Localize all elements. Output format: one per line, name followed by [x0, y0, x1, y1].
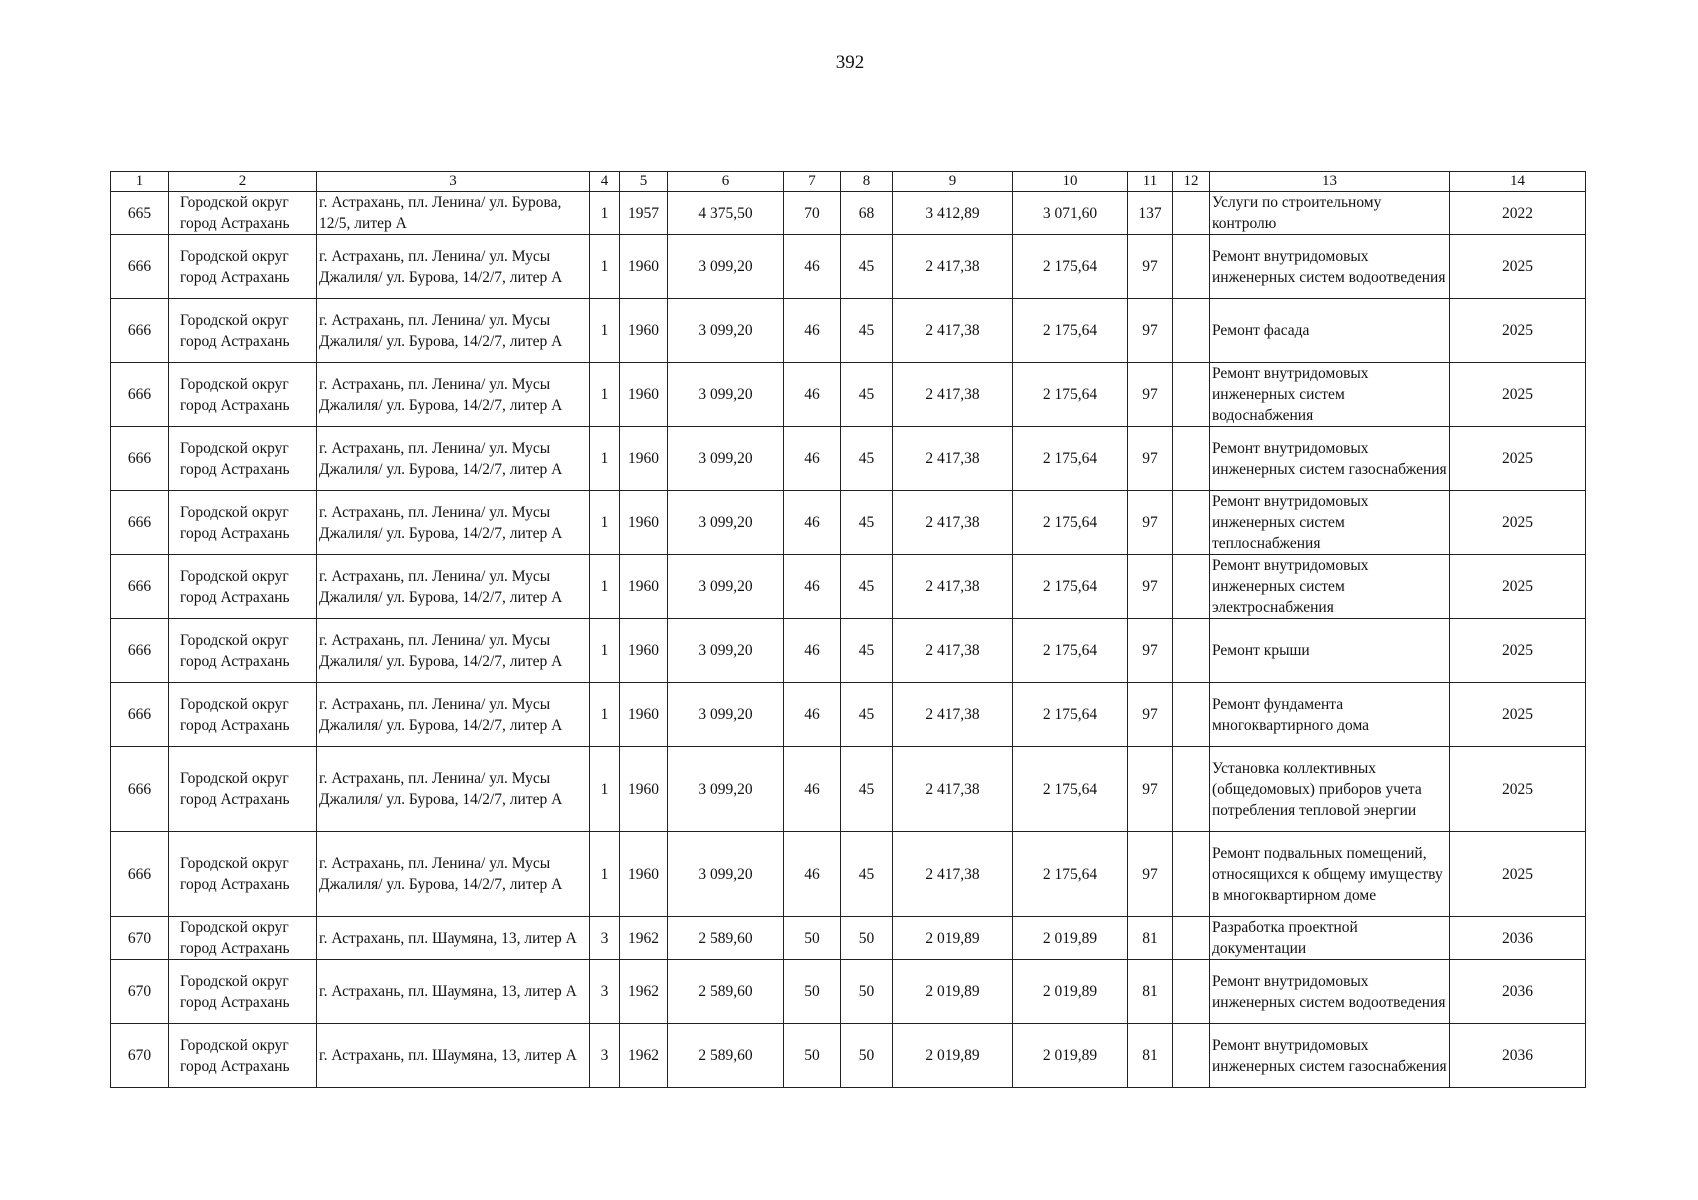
cell-col12 [1173, 832, 1210, 917]
cell-area: 3 099,20 [668, 363, 784, 427]
cell-municipality: Городской округ город Астрахань [169, 363, 317, 427]
cell-col8: 45 [841, 683, 893, 747]
cell-plan-year: 2025 [1450, 299, 1586, 363]
cell-col4: 3 [590, 960, 620, 1024]
cell-col9: 2 019,89 [893, 917, 1013, 960]
cell-col10: 2 175,64 [1013, 555, 1128, 619]
cell-col12 [1173, 619, 1210, 683]
cell-municipality: Городской округ город Астрахань [169, 1024, 317, 1088]
cell-col7: 46 [784, 832, 841, 917]
cell-address: г. Астрахань, пл. Ленина/ ул. Мусы Джалиля/ ул. Бурова, 14/2/7, литер А [317, 235, 590, 299]
cell-address: г. Астрахань, пл. Ленина/ ул. Мусы Джалиля/ ул. Бурова, 14/2/7, литер А [317, 555, 590, 619]
cell-col11: 137 [1128, 192, 1173, 235]
cell-number: 666 [111, 747, 169, 832]
cell-col7: 46 [784, 363, 841, 427]
cell-work-type: Ремонт внутридомовых инженерных систем газоснабжения [1210, 427, 1450, 491]
cell-plan-year: 2025 [1450, 491, 1586, 555]
cell-col12 [1173, 555, 1210, 619]
cell-col8: 68 [841, 192, 893, 235]
cell-col9: 2 417,38 [893, 832, 1013, 917]
cell-col11: 81 [1128, 960, 1173, 1024]
cell-plan-year: 2025 [1450, 619, 1586, 683]
cell-col8: 50 [841, 960, 893, 1024]
cell-col12 [1173, 427, 1210, 491]
cell-col12 [1173, 363, 1210, 427]
cell-col9: 3 412,89 [893, 192, 1013, 235]
cell-col7: 46 [784, 235, 841, 299]
cell-work-type: Ремонт внутридомовых инженерных систем водоотведения [1210, 235, 1450, 299]
cell-col9: 2 417,38 [893, 747, 1013, 832]
cell-work-type: Установка коллективных (общедомовых) приборов учета потребления тепловой энергии [1210, 747, 1450, 832]
cell-col4: 1 [590, 683, 620, 747]
cell-col10: 2 175,64 [1013, 619, 1128, 683]
column-header: 3 [317, 172, 590, 192]
cell-col11: 97 [1128, 555, 1173, 619]
cell-number: 666 [111, 363, 169, 427]
cell-col7: 50 [784, 960, 841, 1024]
column-header: 4 [590, 172, 620, 192]
cell-col4: 1 [590, 747, 620, 832]
cell-year: 1960 [620, 683, 668, 747]
cell-number: 666 [111, 832, 169, 917]
cell-col7: 46 [784, 619, 841, 683]
cell-work-type: Услуги по строительному контролю [1210, 192, 1450, 235]
table-row [111, 235, 1586, 299]
cell-area: 3 099,20 [668, 491, 784, 555]
cell-municipality: Городской округ город Астрахань [169, 491, 317, 555]
cell-plan-year: 2036 [1450, 960, 1586, 1024]
cell-area: 3 099,20 [668, 299, 784, 363]
cell-plan-year: 2025 [1450, 427, 1586, 491]
cell-number: 666 [111, 427, 169, 491]
cell-address: г. Астрахань, пл. Шаумяна, 13, литер А [317, 960, 590, 1024]
cell-municipality: Городской округ город Астрахань [169, 427, 317, 491]
cell-plan-year: 2025 [1450, 363, 1586, 427]
table-row [111, 619, 1586, 683]
cell-work-type: Ремонт внутридомовых инженерных систем теплоснабжения [1210, 491, 1450, 555]
cell-col7: 46 [784, 427, 841, 491]
cell-col9: 2 019,89 [893, 1024, 1013, 1088]
table-row [111, 491, 1586, 555]
cell-municipality: Городской округ город Астрахань [169, 960, 317, 1024]
cell-area: 2 589,60 [668, 1024, 784, 1088]
cell-municipality: Городской округ город Астрахань [169, 917, 317, 960]
cell-municipality: Городской округ город Астрахань [169, 192, 317, 235]
cell-address: г. Астрахань, пл. Ленина/ ул. Мусы Джалиля/ ул. Бурова, 14/2/7, литер А [317, 683, 590, 747]
table-row [111, 832, 1586, 917]
cell-work-type: Разработка проектной документации [1210, 917, 1450, 960]
cell-col11: 81 [1128, 917, 1173, 960]
column-header: 8 [841, 172, 893, 192]
cell-col9: 2 417,38 [893, 619, 1013, 683]
cell-area: 3 099,20 [668, 427, 784, 491]
cell-plan-year: 2025 [1450, 832, 1586, 917]
cell-col8: 50 [841, 917, 893, 960]
column-header: 13 [1210, 172, 1450, 192]
cell-year: 1960 [620, 235, 668, 299]
cell-number: 665 [111, 192, 169, 235]
cell-number: 666 [111, 491, 169, 555]
cell-number: 666 [111, 619, 169, 683]
cell-col7: 46 [784, 299, 841, 363]
cell-col8: 45 [841, 555, 893, 619]
cell-col10: 2 175,64 [1013, 747, 1128, 832]
cell-year: 1962 [620, 1024, 668, 1088]
cell-col10: 3 071,60 [1013, 192, 1128, 235]
table-row [111, 683, 1586, 747]
cell-area: 3 099,20 [668, 683, 784, 747]
cell-col4: 1 [590, 555, 620, 619]
cell-number: 670 [111, 1024, 169, 1088]
cell-col11: 97 [1128, 683, 1173, 747]
cell-col10: 2 019,89 [1013, 960, 1128, 1024]
cell-col9: 2 417,38 [893, 235, 1013, 299]
cell-year: 1960 [620, 363, 668, 427]
cell-work-type: Ремонт крыши [1210, 619, 1450, 683]
cell-col12 [1173, 917, 1210, 960]
cell-col12 [1173, 1024, 1210, 1088]
cell-col10: 2 175,64 [1013, 683, 1128, 747]
column-header: 6 [668, 172, 784, 192]
cell-work-type: Ремонт внутридомовых инженерных систем водоотведения [1210, 960, 1450, 1024]
cell-col12 [1173, 747, 1210, 832]
cell-col11: 97 [1128, 619, 1173, 683]
cell-col4: 1 [590, 491, 620, 555]
cell-col9: 2 417,38 [893, 299, 1013, 363]
cell-col10: 2 175,64 [1013, 299, 1128, 363]
cell-municipality: Городской округ город Астрахань [169, 235, 317, 299]
cell-col9: 2 019,89 [893, 960, 1013, 1024]
column-header: 2 [169, 172, 317, 192]
cell-col4: 1 [590, 363, 620, 427]
column-header: 11 [1128, 172, 1173, 192]
cell-number: 666 [111, 555, 169, 619]
cell-col11: 97 [1128, 299, 1173, 363]
cell-col7: 46 [784, 747, 841, 832]
page-number: 392 [835, 52, 865, 73]
cell-municipality: Городской округ город Астрахань [169, 299, 317, 363]
column-header: 5 [620, 172, 668, 192]
cell-address: г. Астрахань, пл. Ленина/ ул. Бурова, 12/5, литер А [317, 192, 590, 235]
cell-year: 1962 [620, 917, 668, 960]
cell-area: 2 589,60 [668, 917, 784, 960]
cell-number: 670 [111, 917, 169, 960]
cell-number: 666 [111, 299, 169, 363]
cell-area: 4 375,50 [668, 192, 784, 235]
cell-col11: 97 [1128, 427, 1173, 491]
cell-year: 1960 [620, 555, 668, 619]
cell-plan-year: 2022 [1450, 192, 1586, 235]
cell-address: г. Астрахань, пл. Ленина/ ул. Мусы Джалиля/ ул. Бурова, 14/2/7, литер А [317, 363, 590, 427]
cell-col12 [1173, 235, 1210, 299]
cell-year: 1957 [620, 192, 668, 235]
cell-work-type: Ремонт внутридомовых инженерных систем электроснабжения [1210, 555, 1450, 619]
column-header: 14 [1450, 172, 1586, 192]
cell-col12 [1173, 491, 1210, 555]
cell-col10: 2 175,64 [1013, 427, 1128, 491]
cell-col8: 45 [841, 299, 893, 363]
cell-col9: 2 417,38 [893, 491, 1013, 555]
cell-col10: 2 175,64 [1013, 235, 1128, 299]
cell-col4: 1 [590, 192, 620, 235]
column-header: 1 [111, 172, 169, 192]
cell-col4: 3 [590, 917, 620, 960]
cell-col8: 50 [841, 1024, 893, 1088]
cell-col7: 46 [784, 683, 841, 747]
cell-col10: 2 175,64 [1013, 832, 1128, 917]
column-header: 12 [1173, 172, 1210, 192]
cell-work-type: Ремонт фундамента многоквартирного дома [1210, 683, 1450, 747]
cell-col4: 1 [590, 299, 620, 363]
program-table-container [110, 171, 1585, 1088]
program-table [110, 171, 1586, 1088]
cell-plan-year: 2036 [1450, 917, 1586, 960]
cell-address: г. Астрахань, пл. Ленина/ ул. Мусы Джалиля/ ул. Бурова, 14/2/7, литер А [317, 491, 590, 555]
cell-plan-year: 2025 [1450, 235, 1586, 299]
table-row [111, 1024, 1586, 1088]
cell-col11: 97 [1128, 832, 1173, 917]
cell-col4: 3 [590, 1024, 620, 1088]
header-row [111, 172, 1586, 192]
cell-col7: 46 [784, 491, 841, 555]
cell-area: 3 099,20 [668, 235, 784, 299]
table-row [111, 555, 1586, 619]
cell-col8: 45 [841, 747, 893, 832]
cell-plan-year: 2036 [1450, 1024, 1586, 1088]
column-header: 9 [893, 172, 1013, 192]
cell-col12 [1173, 299, 1210, 363]
cell-address: г. Астрахань, пл. Ленина/ ул. Мусы Джалиля/ ул. Бурова, 14/2/7, литер А [317, 427, 590, 491]
cell-col9: 2 417,38 [893, 683, 1013, 747]
cell-year: 1960 [620, 299, 668, 363]
table-row [111, 363, 1586, 427]
cell-col8: 45 [841, 491, 893, 555]
cell-area: 3 099,20 [668, 555, 784, 619]
cell-plan-year: 2025 [1450, 683, 1586, 747]
cell-col9: 2 417,38 [893, 363, 1013, 427]
cell-col8: 45 [841, 832, 893, 917]
table-row [111, 192, 1586, 235]
cell-address: г. Астрахань, пл. Шаумяна, 13, литер А [317, 917, 590, 960]
cell-col12 [1173, 683, 1210, 747]
cell-municipality: Городской округ город Астрахань [169, 832, 317, 917]
table-row [111, 917, 1586, 960]
cell-year: 1960 [620, 832, 668, 917]
cell-col8: 45 [841, 619, 893, 683]
table-row [111, 427, 1586, 491]
cell-col7: 50 [784, 1024, 841, 1088]
cell-area: 3 099,20 [668, 832, 784, 917]
cell-address: г. Астрахань, пл. Ленина/ ул. Мусы Джалиля/ ул. Бурова, 14/2/7, литер А [317, 299, 590, 363]
table-row [111, 747, 1586, 832]
cell-work-type: Ремонт внутридомовых инженерных систем водоснабжения [1210, 363, 1450, 427]
cell-col12 [1173, 192, 1210, 235]
cell-number: 670 [111, 960, 169, 1024]
cell-year: 1960 [620, 427, 668, 491]
cell-year: 1960 [620, 747, 668, 832]
cell-col10: 2 175,64 [1013, 363, 1128, 427]
cell-number: 666 [111, 235, 169, 299]
table-row [111, 960, 1586, 1024]
cell-municipality: Городской округ город Астрахань [169, 619, 317, 683]
cell-col8: 45 [841, 235, 893, 299]
cell-col11: 97 [1128, 235, 1173, 299]
cell-col10: 2 019,89 [1013, 917, 1128, 960]
cell-year: 1960 [620, 619, 668, 683]
cell-col11: 97 [1128, 491, 1173, 555]
cell-col4: 1 [590, 619, 620, 683]
cell-col9: 2 417,38 [893, 555, 1013, 619]
cell-col9: 2 417,38 [893, 427, 1013, 491]
cell-col7: 70 [784, 192, 841, 235]
cell-area: 2 589,60 [668, 960, 784, 1024]
cell-area: 3 099,20 [668, 619, 784, 683]
cell-address: г. Астрахань, пл. Ленина/ ул. Мусы Джалиля/ ул. Бурова, 14/2/7, литер А [317, 832, 590, 917]
cell-municipality: Городской округ город Астрахань [169, 555, 317, 619]
cell-col11: 81 [1128, 1024, 1173, 1088]
cell-year: 1960 [620, 491, 668, 555]
cell-plan-year: 2025 [1450, 555, 1586, 619]
column-header: 10 [1013, 172, 1128, 192]
cell-work-type: Ремонт подвальных помещений, относящихся к общему имуществу в многоквартирном доме [1210, 832, 1450, 917]
cell-col4: 1 [590, 427, 620, 491]
cell-address: г. Астрахань, пл. Ленина/ ул. Мусы Джалиля/ ул. Бурова, 14/2/7, литер А [317, 619, 590, 683]
cell-work-type: Ремонт фасада [1210, 299, 1450, 363]
cell-col7: 46 [784, 555, 841, 619]
cell-col11: 97 [1128, 363, 1173, 427]
cell-col10: 2 019,89 [1013, 1024, 1128, 1088]
cell-plan-year: 2025 [1450, 747, 1586, 832]
cell-col10: 2 175,64 [1013, 491, 1128, 555]
cell-col8: 45 [841, 427, 893, 491]
column-header: 7 [784, 172, 841, 192]
cell-work-type: Ремонт внутридомовых инженерных систем газоснабжения [1210, 1024, 1450, 1088]
cell-col4: 1 [590, 235, 620, 299]
cell-address: г. Астрахань, пл. Ленина/ ул. Мусы Джалиля/ ул. Бурова, 14/2/7, литер А [317, 747, 590, 832]
cell-col12 [1173, 960, 1210, 1024]
cell-address: г. Астрахань, пл. Шаумяна, 13, литер А [317, 1024, 590, 1088]
cell-municipality: Городской округ город Астрахань [169, 683, 317, 747]
cell-number: 666 [111, 683, 169, 747]
cell-col7: 50 [784, 917, 841, 960]
cell-year: 1962 [620, 960, 668, 1024]
cell-municipality: Городской округ город Астрахань [169, 747, 317, 832]
cell-area: 3 099,20 [668, 747, 784, 832]
cell-col11: 97 [1128, 747, 1173, 832]
cell-col4: 1 [590, 832, 620, 917]
cell-col8: 45 [841, 363, 893, 427]
table-row [111, 299, 1586, 363]
